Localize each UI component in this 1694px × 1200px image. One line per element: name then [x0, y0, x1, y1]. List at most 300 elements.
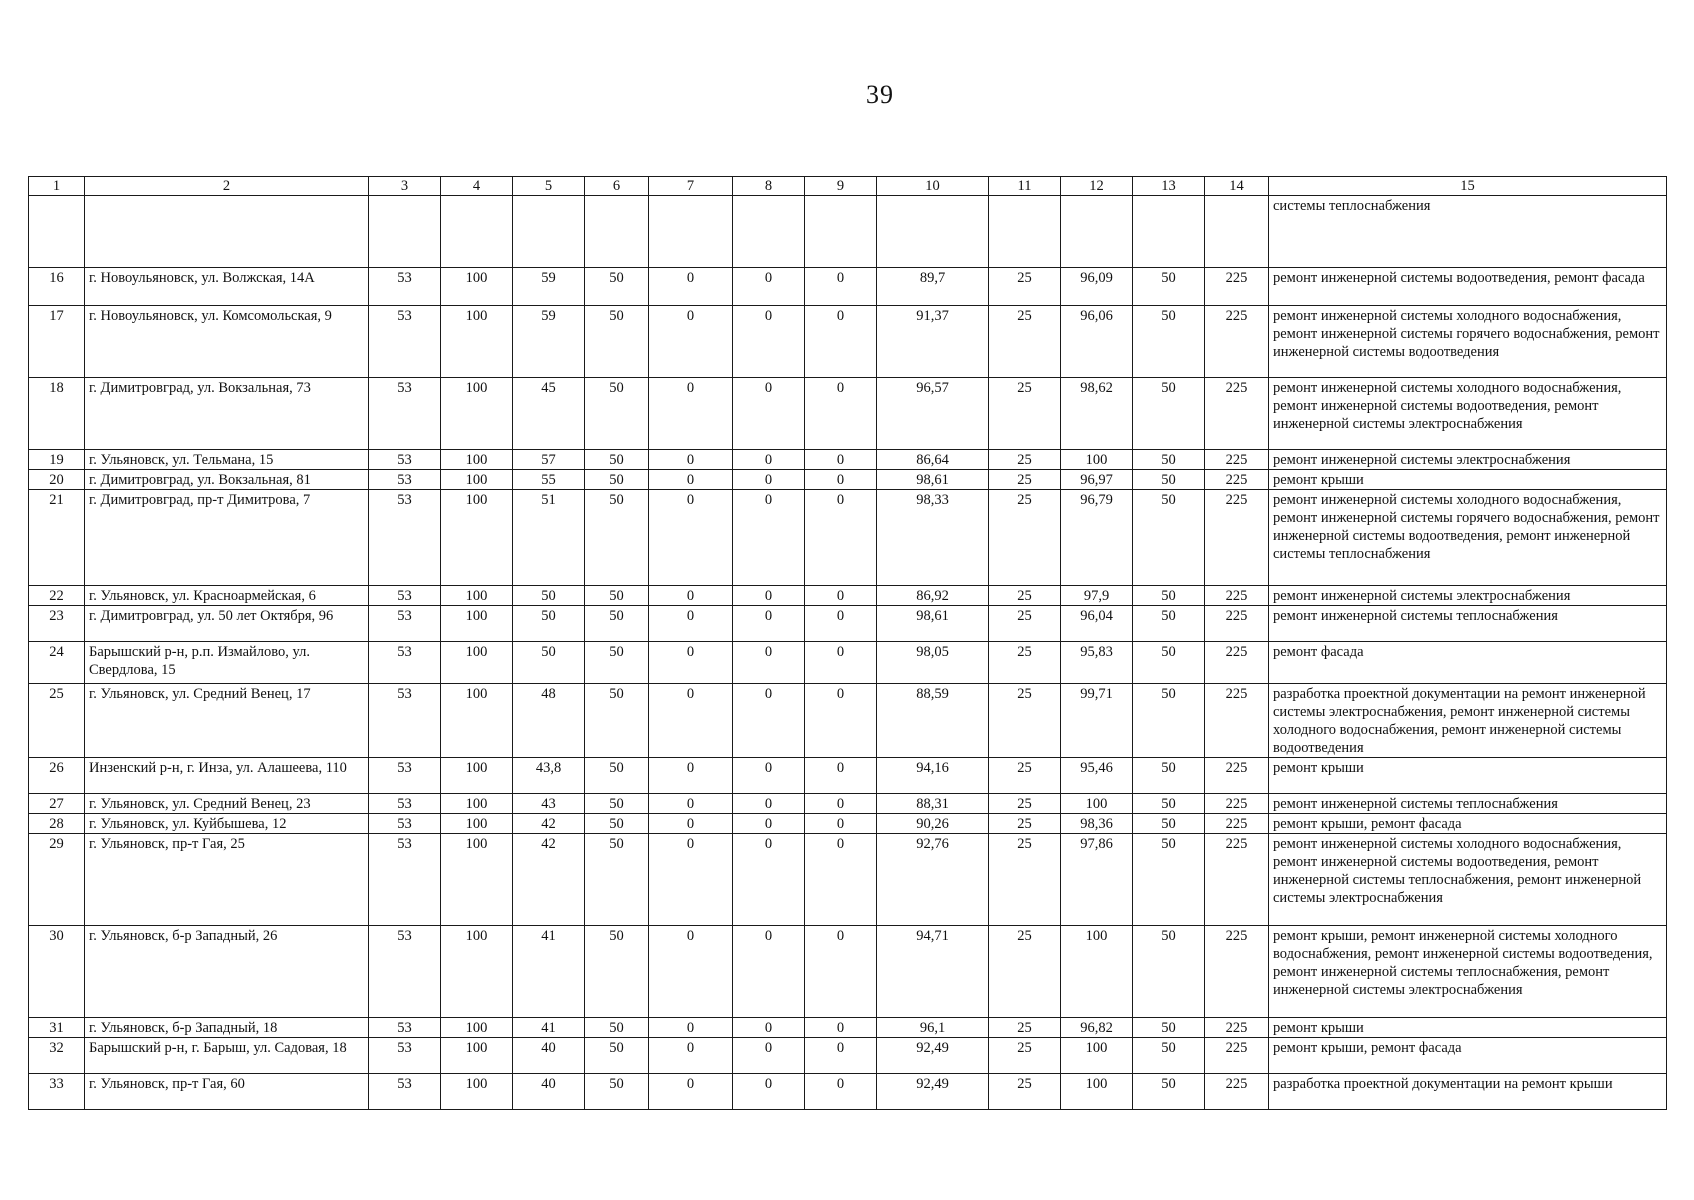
cell-value-col5: 59: [513, 268, 585, 306]
cell-value-col7: 0: [649, 306, 733, 378]
cell-value-col8: 0: [733, 684, 805, 758]
cell-address: г. Новоульяновск, ул. Комсомольская, 9: [85, 306, 369, 378]
cell-value-col7: 0: [649, 490, 733, 586]
cell-value-col13: 50: [1133, 814, 1205, 834]
cell-value-col9: 0: [805, 306, 877, 378]
cell-value-col12: 99,71: [1061, 684, 1133, 758]
cell-value-col8: 0: [733, 470, 805, 490]
cell-value-col6: 50: [585, 684, 649, 758]
cell-value-col14: 225: [1205, 1038, 1269, 1074]
column-number-1: 1: [29, 177, 85, 196]
cell-value-col12: 96,04: [1061, 606, 1133, 642]
cell-value-col5: 48: [513, 684, 585, 758]
cell-value-col12: 95,46: [1061, 758, 1133, 794]
cell-value-col4: 100: [441, 470, 513, 490]
table-row: [29, 606, 1667, 642]
cell-value-col11: 25: [989, 642, 1061, 684]
cell-num: 30: [29, 926, 85, 1018]
cell-value-col13: 50: [1133, 758, 1205, 794]
table-row: [29, 1074, 1667, 1110]
cell-value-col5: 42: [513, 834, 585, 926]
cell-num: 28: [29, 814, 85, 834]
cell-value-col7: 0: [649, 1038, 733, 1074]
cell-value-col7: 0: [649, 586, 733, 606]
cell-value-col14: 225: [1205, 794, 1269, 814]
cell-value-col13: 50: [1133, 834, 1205, 926]
cell-value-col3: 53: [369, 834, 441, 926]
cell-value-col7: 0: [649, 606, 733, 642]
cell-value-col9: 0: [805, 586, 877, 606]
cell-value-col6: 50: [585, 642, 649, 684]
cell-value-col6: 50: [585, 268, 649, 306]
cell-value-col3: 53: [369, 606, 441, 642]
table-row: [29, 926, 1667, 1018]
cell-value-col7: 0: [649, 268, 733, 306]
column-number-9: 9: [805, 177, 877, 196]
cell-value-col11: 25: [989, 758, 1061, 794]
cell-value-col3: 53: [369, 378, 441, 450]
cell-value-col14: 225: [1205, 268, 1269, 306]
cell-value-col7: 0: [649, 758, 733, 794]
table-body: [29, 177, 1667, 1110]
cell-works: ремонт инженерной системы электроснабжения: [1269, 586, 1667, 606]
cell-address: г. Ульяновск, ул. Средний Венец, 17: [85, 684, 369, 758]
cell-address: г. Ульяновск, ул. Красноармейская, 6: [85, 586, 369, 606]
cell-value-col12: 98,62: [1061, 378, 1133, 450]
cell-value-col13: 50: [1133, 684, 1205, 758]
cell-value-col11: 25: [989, 268, 1061, 306]
cell-value-col6: 50: [585, 758, 649, 794]
cell-num: 17: [29, 306, 85, 378]
column-number-15: 15: [1269, 177, 1667, 196]
cell-value-col14: 225: [1205, 684, 1269, 758]
cell-value-col4: 100: [441, 606, 513, 642]
cell-works: ремонт крыши: [1269, 1018, 1667, 1038]
cell-value-col8: 0: [733, 586, 805, 606]
cell-value-col3: 53: [369, 450, 441, 470]
cell-value-col10: 92,49: [877, 1074, 989, 1110]
cell-works: разработка проектной документации на ремонт инженерной системы электроснабжения, ремонт инженерной системы холодного водоснабжения, ремонт инженерной системы водоотведения: [1269, 684, 1667, 758]
cell-address: Инзенский р-н, г. Инза, ул. Алашеева, 110: [85, 758, 369, 794]
cell-value-col12: 100: [1061, 1038, 1133, 1074]
cell-value-col3: 53: [369, 1074, 441, 1110]
cell-value-col3: 53: [369, 684, 441, 758]
cell-value-col8: 0: [733, 758, 805, 794]
cell-value-col8: 0: [733, 1018, 805, 1038]
cell-value-col13: 50: [1133, 1074, 1205, 1110]
cell-value-col10: 86,92: [877, 586, 989, 606]
cell-address: г. Ульяновск, пр-т Гая, 25: [85, 834, 369, 926]
cell-value-col4: 100: [441, 1074, 513, 1110]
cell-value-col12: 97,9: [1061, 586, 1133, 606]
cell-value-col10: 98,61: [877, 606, 989, 642]
column-number-4: 4: [441, 177, 513, 196]
cell-value-col8: 0: [733, 450, 805, 470]
cell-value-col3: 53: [369, 268, 441, 306]
table-row: [29, 794, 1667, 814]
cell-value-col6: 50: [585, 378, 649, 450]
cell-value-col14: 225: [1205, 814, 1269, 834]
cell-value-col4: 100: [441, 684, 513, 758]
cell-works: ремонт инженерной системы электроснабжения: [1269, 450, 1667, 470]
cell-value-col5: 43,8: [513, 758, 585, 794]
cell-value-col10: 92,76: [877, 834, 989, 926]
cell-value-col10: 92,49: [877, 1038, 989, 1074]
cell-value-col14: 225: [1205, 378, 1269, 450]
cell-value-col6: 50: [585, 586, 649, 606]
continuation-row: [29, 196, 1667, 268]
cell-value-col12: 96,06: [1061, 306, 1133, 378]
cell-value-col10: 91,37: [877, 306, 989, 378]
cell-works: ремонт крыши: [1269, 758, 1667, 794]
cell-value-col7: 0: [649, 684, 733, 758]
cell-value-col4: 100: [441, 834, 513, 926]
cell-value-col9: 0: [805, 834, 877, 926]
column-number-14: 14: [1205, 177, 1269, 196]
cell-value-col14: 225: [1205, 306, 1269, 378]
cell-value-col4: 100: [441, 268, 513, 306]
cell-value-col11: 25: [989, 1038, 1061, 1074]
column-number-12: 12: [1061, 177, 1133, 196]
cell-value-col9: 0: [805, 470, 877, 490]
cell-value-col13: 50: [1133, 1038, 1205, 1074]
cell-value-col8: 0: [733, 606, 805, 642]
cell-address: г. Димитровград, ул. 50 лет Октября, 96: [85, 606, 369, 642]
cell-value-col8: 0: [733, 1038, 805, 1074]
cell-value-col12: 96,09: [1061, 268, 1133, 306]
cell-value-col14: 225: [1205, 490, 1269, 586]
cell-value-col12: 100: [1061, 926, 1133, 1018]
cell-value-col14: 225: [1205, 926, 1269, 1018]
column-number-5: 5: [513, 177, 585, 196]
cell-works: ремонт крыши, ремонт фасада: [1269, 1038, 1667, 1074]
cell-value-col7: 0: [649, 926, 733, 1018]
cell-value-col6: 50: [585, 490, 649, 586]
cell-works: ремонт крыши: [1269, 470, 1667, 490]
cell-address: Барышский р-н, г. Барыш, ул. Садовая, 18: [85, 1038, 369, 1074]
cell-num: 33: [29, 1074, 85, 1110]
cell-value-col8: 0: [733, 268, 805, 306]
cell-address: [85, 196, 369, 268]
cell-value-col10: 94,71: [877, 926, 989, 1018]
cell-value-col14: 225: [1205, 450, 1269, 470]
cell-value-col3: 53: [369, 1038, 441, 1074]
cell-value-col11: 25: [989, 586, 1061, 606]
cell-address: г. Ульяновск, пр-т Гая, 60: [85, 1074, 369, 1110]
cell-value-col3: 53: [369, 642, 441, 684]
cell-value-col8: 0: [733, 306, 805, 378]
cell-value-col12: 100: [1061, 450, 1133, 470]
table-row: [29, 450, 1667, 470]
cell-address: г. Ульяновск, ул. Тельмана, 15: [85, 450, 369, 470]
cell-value-col5: 50: [513, 642, 585, 684]
table-row: [29, 490, 1667, 586]
cell-works: системы теплоснабжения: [1269, 196, 1667, 268]
cell-value-col4: 100: [441, 490, 513, 586]
cell-value-col7: 0: [649, 1018, 733, 1038]
cell-value-col5: 41: [513, 926, 585, 1018]
cell-value-col3: 53: [369, 586, 441, 606]
cell-value-col9: 0: [805, 1038, 877, 1074]
column-number-8: 8: [733, 177, 805, 196]
cell-value-col5: 59: [513, 306, 585, 378]
column-number-6: 6: [585, 177, 649, 196]
cell-value-col14: 225: [1205, 758, 1269, 794]
cell-value-col10: 96,1: [877, 1018, 989, 1038]
cell-value-col3: 53: [369, 1018, 441, 1038]
cell-num: 23: [29, 606, 85, 642]
cell-value-col5: 42: [513, 814, 585, 834]
cell-value-col8: 0: [733, 378, 805, 450]
cell-value-col12: 97,86: [1061, 834, 1133, 926]
cell-value-col5: 40: [513, 1038, 585, 1074]
cell-works: ремонт инженерной системы водоотведения, ремонт фасада: [1269, 268, 1667, 306]
cell-value-col13: 50: [1133, 794, 1205, 814]
cell-value-col14: 225: [1205, 606, 1269, 642]
cell-works: ремонт инженерной системы холодного водоснабжения, ремонт инженерной системы водоотведения, ремонт инженерной системы электроснабжения: [1269, 378, 1667, 450]
cell-value-col7: 0: [649, 470, 733, 490]
cell-works: ремонт инженерной системы холодного водоснабжения, ремонт инженерной системы горячего водоснабжения, ремонт инженерной системы водоотведения: [1269, 306, 1667, 378]
cell-value-col6: 50: [585, 606, 649, 642]
cell-value-col13: 50: [1133, 268, 1205, 306]
cell-value-col13: 50: [1133, 450, 1205, 470]
cell-value-col11: 25: [989, 490, 1061, 586]
cell-value-col5: 41: [513, 1018, 585, 1038]
cell-address: г. Ульяновск, б-р Западный, 26: [85, 926, 369, 1018]
table-row: [29, 1038, 1667, 1074]
cell-value-col11: 25: [989, 794, 1061, 814]
cell-value-col11: 25: [989, 606, 1061, 642]
cell-value-col10: 94,16: [877, 758, 989, 794]
cell-works: ремонт крыши, ремонт фасада: [1269, 814, 1667, 834]
cell-value-col5: 57: [513, 450, 585, 470]
cell-value-col4: 100: [441, 378, 513, 450]
cell-value-col7: 0: [649, 814, 733, 834]
cell-num: 32: [29, 1038, 85, 1074]
cell-value-col6: 50: [585, 450, 649, 470]
cell-value-col14: 225: [1205, 642, 1269, 684]
cell-value-col13: 50: [1133, 642, 1205, 684]
cell-value-col6: 50: [585, 1074, 649, 1110]
cell-value-col10: 88,59: [877, 684, 989, 758]
cell-value-col9: 0: [805, 814, 877, 834]
table-row: [29, 758, 1667, 794]
cell-value-col13: 50: [1133, 470, 1205, 490]
cell-value-col14: 225: [1205, 1074, 1269, 1110]
cell-value-col13: 50: [1133, 306, 1205, 378]
cell-address: г. Димитровград, пр-т Димитрова, 7: [85, 490, 369, 586]
cell-value-col8: 0: [733, 926, 805, 1018]
cell-num: 24: [29, 642, 85, 684]
table-row: [29, 1018, 1667, 1038]
cell-value-col13: 50: [1133, 378, 1205, 450]
cell-works: ремонт фасада: [1269, 642, 1667, 684]
cell-value-col12: 96,97: [1061, 470, 1133, 490]
column-number-10: 10: [877, 177, 989, 196]
cell-value-col8: 0: [733, 1074, 805, 1110]
cell-value-col3: 53: [369, 306, 441, 378]
cell-value-col11: 25: [989, 1018, 1061, 1038]
cell-value-col4: 100: [441, 586, 513, 606]
cell-value-col6: 50: [585, 834, 649, 926]
column-number-11: 11: [989, 177, 1061, 196]
cell-value-col7: 0: [649, 450, 733, 470]
cell-value-col8: 0: [733, 794, 805, 814]
cell-value-col7: 0: [649, 642, 733, 684]
cell-value-col4: 100: [441, 306, 513, 378]
cell-value-col9: 0: [805, 606, 877, 642]
cell-value-col4: 100: [441, 1038, 513, 1074]
register-table: [28, 176, 1667, 1110]
cell-works: ремонт инженерной системы теплоснабжения: [1269, 794, 1667, 814]
cell-num: 27: [29, 794, 85, 814]
cell-value-col9: 0: [805, 794, 877, 814]
cell-value-col5: 55: [513, 470, 585, 490]
cell-value-col14: 225: [1205, 470, 1269, 490]
cell-value-col8: 0: [733, 490, 805, 586]
cell-num: 16: [29, 268, 85, 306]
cell-value-col3: 53: [369, 758, 441, 794]
cell-value-col4: 100: [441, 814, 513, 834]
cell-num: 20: [29, 470, 85, 490]
cell-value-col10: 90,26: [877, 814, 989, 834]
cell-value-col5: 50: [513, 606, 585, 642]
cell-value-col6: 50: [585, 1018, 649, 1038]
cell-value-col13: 50: [1133, 606, 1205, 642]
register-table-container: [28, 176, 1666, 1110]
table-row: [29, 470, 1667, 490]
cell-value-col5: 51: [513, 490, 585, 586]
cell-value-col6: 50: [585, 1038, 649, 1074]
cell-value-col10: 98,33: [877, 490, 989, 586]
cell-value-col4: 100: [441, 450, 513, 470]
cell-num: 26: [29, 758, 85, 794]
cell-value-col6: 50: [585, 306, 649, 378]
table-row: [29, 268, 1667, 306]
cell-address: Барышский р-н, р.п. Измайлово, ул. Свердлова, 15: [85, 642, 369, 684]
cell-value-col4: 100: [441, 1018, 513, 1038]
cell-address: г. Ульяновск, ул. Средний Венец, 23: [85, 794, 369, 814]
cell-value-col9: 0: [805, 490, 877, 586]
cell-value-col4: 100: [441, 794, 513, 814]
column-number-7: 7: [649, 177, 733, 196]
cell-value-col12: 95,83: [1061, 642, 1133, 684]
cell-value-col12: 98,36: [1061, 814, 1133, 834]
cell-num: 31: [29, 1018, 85, 1038]
cell-address: г. Димитровград, ул. Вокзальная, 73: [85, 378, 369, 450]
cell-value-col14: 225: [1205, 586, 1269, 606]
cell-value-col14: 225: [1205, 834, 1269, 926]
cell-value-col4: 100: [441, 642, 513, 684]
cell-value-col8: 0: [733, 642, 805, 684]
cell-address: г. Димитровград, ул. Вокзальная, 81: [85, 470, 369, 490]
cell-value-col3: 53: [369, 926, 441, 1018]
cell-value-col8: 0: [733, 814, 805, 834]
cell-num: 18: [29, 378, 85, 450]
cell-address: г. Новоульяновск, ул. Волжская, 14А: [85, 268, 369, 306]
cell-value-col7: 0: [649, 378, 733, 450]
cell-value-col11: 25: [989, 684, 1061, 758]
cell-works: ремонт инженерной системы холодного водоснабжения, ремонт инженерной системы водоотведения, ремонт инженерной системы теплоснабжения, ремонт инженерной системы электроснабжения: [1269, 834, 1667, 926]
cell-value-col5: 50: [513, 586, 585, 606]
cell-value-col11: 25: [989, 470, 1061, 490]
cell-value-col7: 0: [649, 794, 733, 814]
cell-value-col12: 96,82: [1061, 1018, 1133, 1038]
cell-works: разработка проектной документации на ремонт крыши: [1269, 1074, 1667, 1110]
column-number-13: 13: [1133, 177, 1205, 196]
cell-address: г. Ульяновск, ул. Куйбышева, 12: [85, 814, 369, 834]
cell-value-col11: 25: [989, 306, 1061, 378]
cell-value-col8: 0: [733, 834, 805, 926]
cell-value-col12: 100: [1061, 1074, 1133, 1110]
column-number-3: 3: [369, 177, 441, 196]
cell-value-col4: 100: [441, 926, 513, 1018]
cell-value-col4: 100: [441, 758, 513, 794]
cell-value-col9: 0: [805, 684, 877, 758]
cell-value-col13: 50: [1133, 926, 1205, 1018]
table-row: [29, 814, 1667, 834]
cell-value-col5: 45: [513, 378, 585, 450]
cell-value-col3: 53: [369, 470, 441, 490]
table-row: [29, 834, 1667, 926]
cell-num: [29, 196, 85, 268]
cell-value-col11: 25: [989, 834, 1061, 926]
cell-value-col7: 0: [649, 1074, 733, 1110]
cell-num: 29: [29, 834, 85, 926]
cell-address: г. Ульяновск, б-р Западный, 18: [85, 1018, 369, 1038]
cell-value-col9: 0: [805, 926, 877, 1018]
cell-value-col9: 0: [805, 450, 877, 470]
cell-num: 21: [29, 490, 85, 586]
cell-works: ремонт крыши, ремонт инженерной системы холодного водоснабжения, ремонт инженерной системы водоотведения, ремонт инженерной системы теплоснабжения, ремонт инженерной системы электроснабжения: [1269, 926, 1667, 1018]
cell-value-col10: 89,7: [877, 268, 989, 306]
cell-value-col7: 0: [649, 834, 733, 926]
cell-value-col5: 40: [513, 1074, 585, 1110]
cell-value-col9: 0: [805, 758, 877, 794]
cell-works: ремонт инженерной системы теплоснабжения: [1269, 606, 1667, 642]
cell-value-col9: 0: [805, 1074, 877, 1110]
cell-value-col11: 25: [989, 926, 1061, 1018]
cell-num: 19: [29, 450, 85, 470]
cell-value-col9: 0: [805, 268, 877, 306]
cell-value-col9: 0: [805, 1018, 877, 1038]
cell-value-col3: 53: [369, 490, 441, 586]
cell-value-col11: 25: [989, 378, 1061, 450]
cell-value-col6: 50: [585, 926, 649, 1018]
cell-value-col10: 86,64: [877, 450, 989, 470]
cell-works: ремонт инженерной системы холодного водоснабжения, ремонт инженерной системы горячего водоснабжения, ремонт инженерной системы водоотведения, ремонт инженерной системы теплоснабжения: [1269, 490, 1667, 586]
cell-num: 25: [29, 684, 85, 758]
cell-value-col6: 50: [585, 814, 649, 834]
column-number-2: 2: [85, 177, 369, 196]
cell-value-col13: 50: [1133, 490, 1205, 586]
cell-value-col6: 50: [585, 794, 649, 814]
cell-value-col11: 25: [989, 1074, 1061, 1110]
cell-value-col11: 25: [989, 450, 1061, 470]
column-number-row: [29, 177, 1667, 196]
cell-value-col10: 98,61: [877, 470, 989, 490]
page-number: 39: [866, 80, 894, 109]
cell-value-col14: 225: [1205, 1018, 1269, 1038]
cell-num: 22: [29, 586, 85, 606]
cell-value-col10: 96,57: [877, 378, 989, 450]
cell-value-col13: 50: [1133, 586, 1205, 606]
cell-value-col9: 0: [805, 378, 877, 450]
cell-value-col10: 88,31: [877, 794, 989, 814]
cell-value-col3: 53: [369, 814, 441, 834]
cell-value-col12: 96,79: [1061, 490, 1133, 586]
cell-value-col5: 43: [513, 794, 585, 814]
